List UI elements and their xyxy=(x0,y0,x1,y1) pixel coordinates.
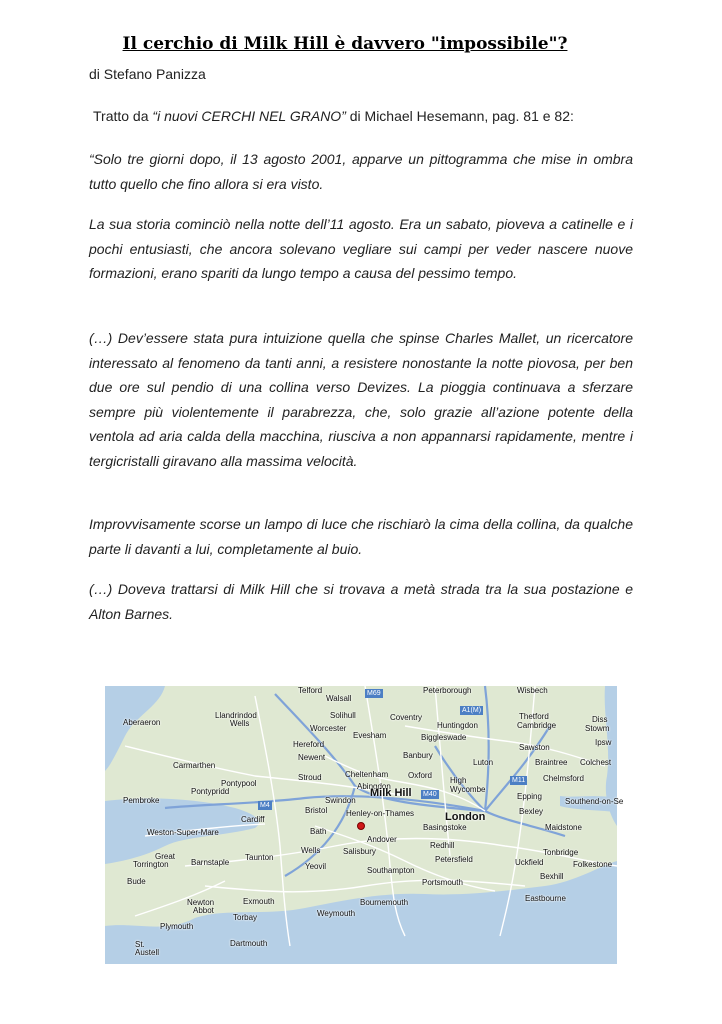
quote-paragraph-3: (…) Dev’essere stata pura intuizione quella che spinse Charles Mallet, un ricercatore interessato al fenomeno da tanti anni, a resistere nonostante la notte piovosa, per ben due ore sul pendio di una collina verso Devizes. La pioggia continuava a sferzare sempre più violentemente il parabrezza, che, solo grazie all’azione potente della ventola ad aria calda della macchina, riusciva a non appannarsi rapidamente, mentre i tergicristalli giravano alla massima velocità. xyxy=(89,330,633,469)
place-label: Coventry xyxy=(390,713,423,722)
place-label: Salisbury xyxy=(343,847,376,856)
place-label: Peterborough xyxy=(423,686,472,695)
place-label: Cambridge xyxy=(517,721,557,730)
place-label: Bude xyxy=(127,877,146,886)
place-label: Cheltenham xyxy=(345,770,389,779)
place-label: Pontypridd xyxy=(191,787,230,796)
place-label: Folkestone xyxy=(573,860,613,869)
quote-paragraph-4: Improvvisamente scorse un lampo di luce che rischiarò la cima della collina, da qualche parte li davanti a lui, completamente al buio. xyxy=(89,516,633,557)
place-label: Uckfield xyxy=(515,858,544,867)
place-label: Tonbridge xyxy=(543,848,579,857)
place-label: Redhill xyxy=(430,841,455,850)
place-label: Diss xyxy=(592,715,608,724)
place-label: Evesham xyxy=(353,731,387,740)
place-label: Basingstoke xyxy=(423,823,467,832)
article-author: di Stefano Panizza xyxy=(89,66,206,82)
place-label: Newton xyxy=(187,898,215,907)
london-label: London xyxy=(445,811,486,823)
place-label: Biggleswade xyxy=(421,733,467,742)
place-label: Southend-on-Se xyxy=(565,797,624,806)
place-label: Wells xyxy=(230,719,250,728)
place-label: Telford xyxy=(298,686,323,695)
place-label: Llandrindod xyxy=(215,711,257,720)
place-label: Stroud xyxy=(298,773,322,782)
place-label: Solihull xyxy=(330,711,356,720)
place-label: Pontypool xyxy=(221,779,257,788)
place-label: Eastbourne xyxy=(525,894,566,903)
milk-hill-marker xyxy=(357,822,365,830)
source-suffix: di Michael Hesemann, pag. 81 e 82: xyxy=(345,108,574,124)
place-label: Wisbech xyxy=(517,686,548,695)
place-label: Thetford xyxy=(519,712,549,721)
southern-england-map xyxy=(105,686,624,964)
place-label: Abingdon xyxy=(357,782,391,791)
place-label: Hereford xyxy=(293,740,325,749)
place-label: Great xyxy=(155,852,176,861)
place-label: Torbay xyxy=(233,913,258,922)
quote-paragraph-1: “Solo tre giorni dopo, il 13 agosto 2001, apparve un pittogramma che mise in ombra tutto quello che fino allora si era visto. xyxy=(89,151,633,192)
place-label: Aberaeron xyxy=(123,718,161,727)
place-label: Bristol xyxy=(305,806,328,815)
place-label: Taunton xyxy=(245,853,274,862)
quote-paragraph-5: (…) Doveva trattarsi di Milk Hill che si trovava a metà strada tra la sua postazione e Alton Barnes. xyxy=(89,581,633,622)
road-badge: A1(M) xyxy=(462,707,482,714)
place-label: Worcester xyxy=(310,724,347,733)
source-prefix: Tratto da xyxy=(93,108,153,124)
place-label: Huntingdon xyxy=(437,721,478,730)
place-label: Wycombe xyxy=(450,785,486,794)
place-label: Bournemouth xyxy=(360,898,409,907)
place-label: Pembroke xyxy=(123,796,160,805)
place-label: Henley-on-Thames xyxy=(346,809,415,818)
place-label: Abbot xyxy=(193,906,214,915)
place-label: St. xyxy=(135,940,145,949)
road-badge: M11 xyxy=(512,777,526,784)
place-label: Torrington xyxy=(133,860,169,869)
place-label: Carmarthen xyxy=(173,761,216,770)
place-label: Exmouth xyxy=(243,897,275,906)
place-label: Bexley xyxy=(519,807,544,816)
place-label: Southampton xyxy=(367,866,415,875)
place-label: Bath xyxy=(310,827,327,836)
place-label: Maidstone xyxy=(545,823,582,832)
place-label: Barnstaple xyxy=(191,858,230,867)
place-label: Portsmouth xyxy=(422,878,463,887)
place-label: Andover xyxy=(367,835,397,844)
article-title: Il cerchio di Milk Hill è davvero "impossibile"? xyxy=(122,34,568,54)
road-badge: M4 xyxy=(260,802,270,809)
place-label: Luton xyxy=(473,758,494,767)
source-book-title: “i nuovi CERCHI NEL GRANO” xyxy=(152,108,346,124)
place-label: Ipsw xyxy=(595,738,612,747)
article-source xyxy=(93,108,574,124)
place-label: Plymouth xyxy=(160,922,194,931)
quote-paragraph-2: La sua storia cominciò nella notte dell’11 agosto. Era un sabato, pioveva a catinelle e i pochi entusiasti, che ancora solevano vegliare sui campi per veder nascere nuove formazioni, erano spariti da lungo tempo a causa del pessimo tempo. xyxy=(89,216,633,282)
place-label: Oxford xyxy=(408,771,433,780)
place-label: High xyxy=(450,776,467,785)
place-label: Chelmsford xyxy=(543,774,584,783)
place-label: Stowm xyxy=(585,724,610,733)
place-label: Walsall xyxy=(326,694,352,703)
place-label: Austell xyxy=(135,948,160,957)
place-label: Colchest xyxy=(580,758,612,767)
place-label: Weymouth xyxy=(317,909,356,918)
place-label: Dartmouth xyxy=(230,939,268,948)
place-label: Cardiff xyxy=(241,815,265,824)
place-label: Sawston xyxy=(519,743,550,752)
place-label: Wells xyxy=(301,846,321,855)
place-label: Swindon xyxy=(325,796,356,805)
place-label: Bexhill xyxy=(540,872,564,881)
place-label: Yeovil xyxy=(305,862,327,871)
road-badge: M40 xyxy=(423,791,437,798)
place-label: Petersfield xyxy=(435,855,473,864)
place-label: Weston-Super-Mare xyxy=(147,828,219,837)
place-label: Newent xyxy=(298,753,326,762)
place-label: Banbury xyxy=(403,751,433,760)
sea-cardigan-bay xyxy=(105,686,165,771)
place-label: Epping xyxy=(517,792,542,801)
road-badge: M69 xyxy=(367,690,381,697)
milk-hill-label: Milk Hill xyxy=(370,787,412,799)
place-label: Braintree xyxy=(535,758,568,767)
